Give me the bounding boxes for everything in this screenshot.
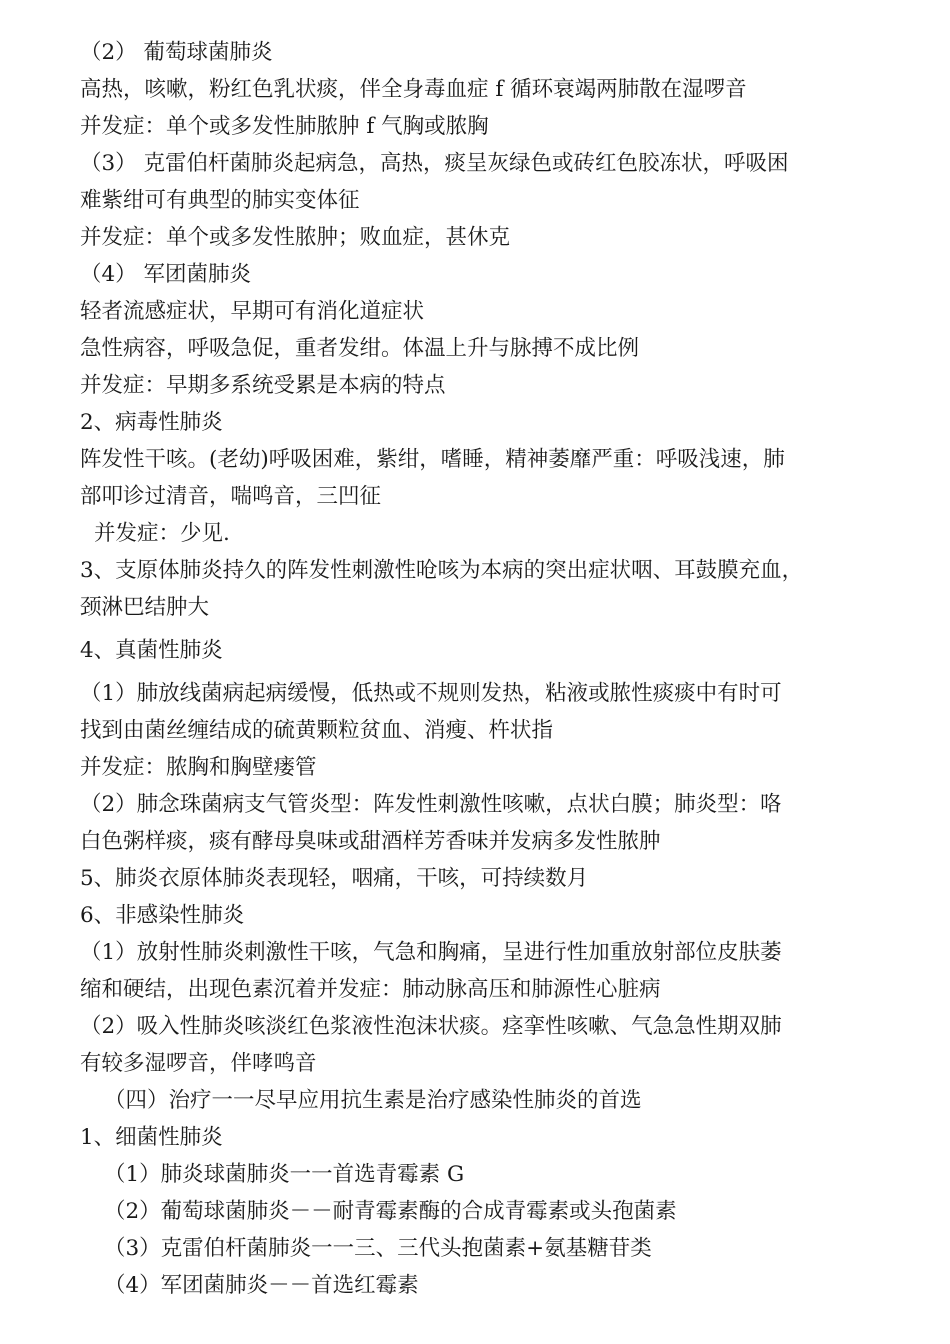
text-treatment-legionella: （4）军团菌肺炎－－首选红霉素 (104, 1273, 419, 1298)
text-legionella-acute: 急性病容，呼吸急促，重者发绀。体温上升与脉搏不成比例 (80, 336, 640, 361)
text-actinomycosis-line-1: （1）肺放线菌病起病缓慢，低热或不规则发热，粘液或脓性痰痰中有时可 (80, 681, 782, 706)
text-viral-complications: 并发症：少见. (94, 521, 230, 546)
text-legionella-mild: 轻者流感症状，早期可有消化道症状 (80, 299, 425, 324)
heading-treatment: （四）治疗一一尽早应用抗生素是治疗感染性肺炎的首选 (104, 1088, 642, 1113)
text-aspiration-line-1: （2）吸入性肺炎咳淡红色浆液性泡沫状痰。痉挛性咳嗽、气急急性期双肺 (80, 1014, 782, 1039)
text-treatment-pneumococcal: （1）肺炎球菌肺炎一一首选青霉素 G (104, 1162, 465, 1187)
heading-legionella-pneumonia: （4） 军团菌肺炎 (80, 262, 252, 287)
heading-staph-pneumonia: （2） 葡萄球菌肺炎 (80, 40, 273, 65)
text-treatment-staph: （2）葡萄球菌肺炎－－耐青霉素酶的合成青霉素或头孢菌素 (104, 1199, 677, 1224)
heading-bacterial-pneumonia: 1、细菌性肺炎 (80, 1125, 223, 1150)
text-staph-symptoms: 高热，咳嗽，粉红色乳状痰，伴全身毒血症 f 循环衰竭两肺散在湿啰音 (80, 77, 747, 102)
text-candidiasis-line-2: 白色粥样痰，痰有酵母臭味或甜酒样芳香味并发病多发性脓肿 (80, 829, 661, 854)
heading-fungal-pneumonia: 4、真菌性肺炎 (80, 638, 223, 663)
text-klebsiella-complications: 并发症：单个或多发性脓肿；败血症，甚休克 (80, 225, 511, 250)
text-mycoplasma-line-1: 3、支原体肺炎持久的阵发性刺激性呛咳为本病的突出症状咽、耳鼓膜充血， (80, 558, 804, 583)
text-aspiration-line-2: 有较多湿啰音，伴哮鸣音 (80, 1051, 317, 1076)
text-viral-line-2: 部叩诊过清音，喘鸣音，三凹征 (80, 484, 382, 509)
text-treatment-klebsiella: （3）克雷伯杆菌肺炎一一三、三代头抱菌素+氨基糖苷类 (104, 1236, 652, 1261)
heading-noninfectious-pneumonia: 6、非感染性肺炎 (80, 903, 245, 928)
heading-viral-pneumonia: 2、病毒性肺炎 (80, 410, 223, 435)
text-klebsiella-line-1: （3） 克雷伯杆菌肺炎起病急，高热，痰呈灰绿色或砖红色胶冻状，呼吸困 (80, 151, 789, 176)
text-actinomycosis-complications: 并发症：脓胸和胸壁瘘管 (80, 755, 317, 780)
text-actinomycosis-line-2: 找到由菌丝缠结成的硫黄颗粒贫血、消瘦、杵状指 (80, 718, 554, 743)
text-radiation-line-1: （1）放射性肺炎刺激性干咳，气急和胸痛，呈进行性加重放射部位皮肤萎 (80, 940, 782, 965)
text-radiation-line-2: 缩和硬结，出现色素沉着并发症：肺动脉高压和肺源性心脏病 (80, 977, 661, 1002)
text-mycoplasma-line-2: 颈淋巴结肿大 (80, 595, 210, 620)
document-page (80, 34, 880, 1304)
text-viral-line-1: 阵发性干咳。(老幼)呼吸困难，紫绀，嗜睡，精神萎靡严重：呼吸浅速，肺 (80, 447, 785, 472)
text-legionella-complications: 并发症：早期多系统受累是本病的特点 (80, 373, 446, 398)
text-staph-complications: 并发症：单个或多发性肺脓肿 f 气胸或脓胸 (80, 114, 489, 139)
text-klebsiella-line-2: 难紫绀可有典型的肺实变体征 (80, 188, 360, 213)
text-candidiasis-line-1: （2）肺念珠菌病支气管炎型：阵发性刺激性咳嗽，点状白膜；肺炎型：咯 (80, 792, 782, 817)
text-chlamydia-pneumonia: 5、肺炎衣原体肺炎表现轻，咽痛，干咳，可持续数月 (80, 866, 589, 891)
